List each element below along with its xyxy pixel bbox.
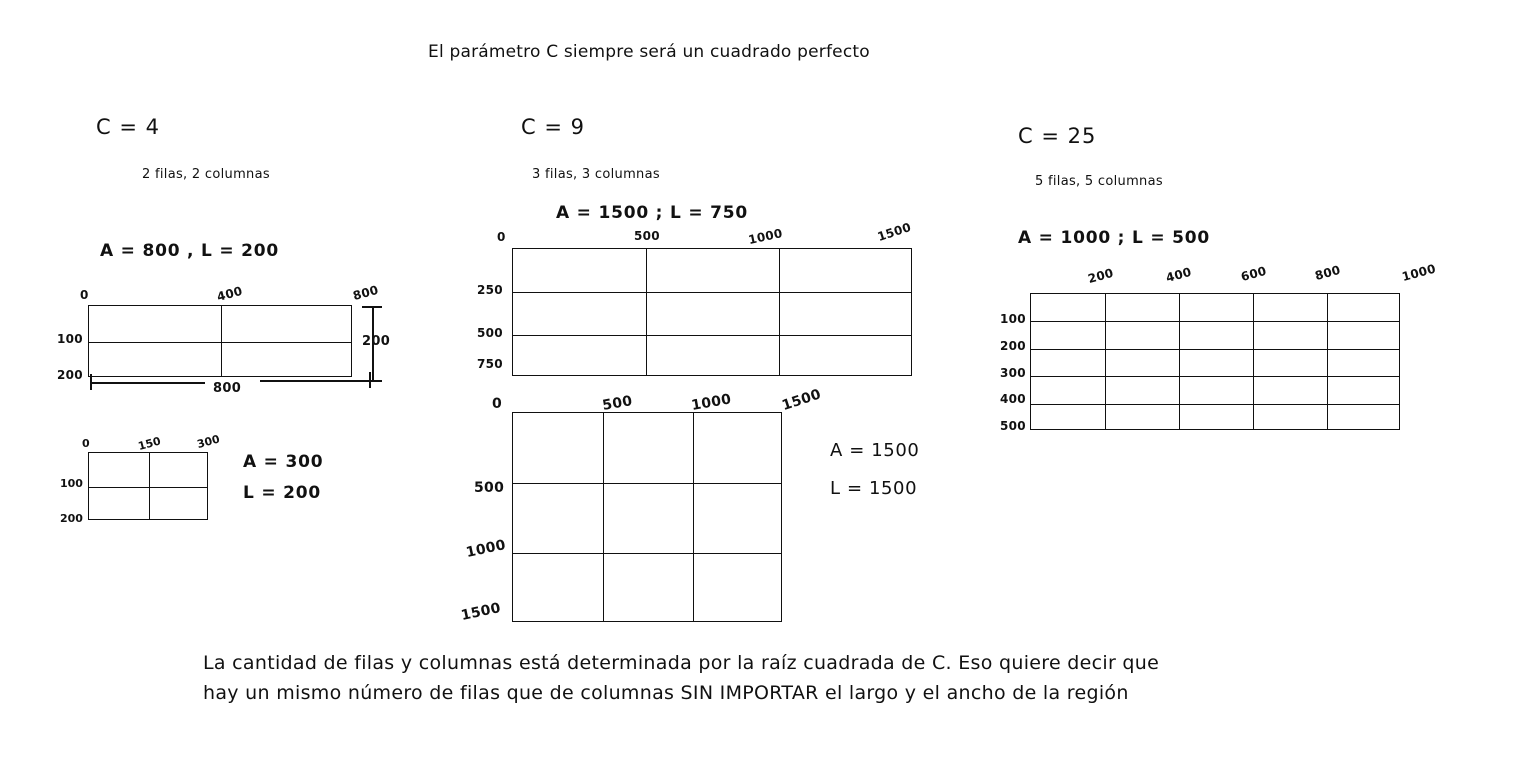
example-2-fig-1-xtick-1: 500 xyxy=(634,229,660,243)
example-1-fig-1-height-annotation: 200 xyxy=(362,334,391,349)
example-2-fig-1-xtick-3: 1500 xyxy=(875,219,913,244)
width-rule-cap-right xyxy=(369,372,371,388)
example-2-fig-2-ytick-2: 1000 xyxy=(464,536,508,561)
example-2-fig-2-dims-l: L = 1500 xyxy=(830,478,918,499)
example-3-fig-1-xtick-1: 200 xyxy=(1086,265,1116,286)
grid-line-horizontal xyxy=(89,342,351,343)
grid-line-horizontal xyxy=(513,553,781,554)
example-1-fig-2-dims-a: A = 300 xyxy=(243,452,324,472)
grid-line-vertical xyxy=(779,249,780,375)
example-1-fig-1-ytick-1: 100 xyxy=(57,332,83,346)
grid-line-horizontal xyxy=(513,483,781,484)
example-2-fig-2-ytick-1: 500 xyxy=(474,480,505,496)
example-2-fig-2-xtick-3: 1500 xyxy=(780,386,824,414)
example-1-fig-2-xtick-2: 300 xyxy=(195,432,222,451)
example-2-c-label: C = 9 xyxy=(521,115,585,139)
grid-line-vertical xyxy=(1253,294,1254,429)
example-1-fig-1-xtick-1: 400 xyxy=(215,283,245,304)
example-2-fig-1-grid xyxy=(512,248,912,376)
example-2-fig-2-ytick-3: 1500 xyxy=(459,599,503,624)
grid-line-vertical xyxy=(603,413,604,621)
grid-line-vertical xyxy=(149,453,150,519)
example-3-fig-1-ytick-1: 200 xyxy=(1000,339,1026,353)
grid-line-horizontal xyxy=(1031,376,1399,377)
grid-line-horizontal xyxy=(89,487,207,488)
example-2-fig-1-ytick-2: 500 xyxy=(477,326,503,340)
example-1-fig-2-xtick-0: 0 xyxy=(82,437,90,450)
grid-line-horizontal xyxy=(513,335,911,336)
grid-line-horizontal xyxy=(513,292,911,293)
example-3-rows-cols: 5 filas, 5 columnas xyxy=(1035,174,1163,189)
width-rule-right xyxy=(260,380,370,382)
example-3-fig-1-dims: A = 1000 ; L = 500 xyxy=(1018,228,1210,248)
grid-line-vertical xyxy=(221,306,222,376)
example-1-fig-1-grid xyxy=(88,305,352,377)
example-2-rows-cols: 3 filas, 3 columnas xyxy=(532,167,660,182)
example-1-rows-cols: 2 filas, 2 columnas xyxy=(142,167,270,182)
width-rule-cap-left xyxy=(90,374,92,390)
example-2-fig-1-xtick-2: 1000 xyxy=(747,226,784,247)
example-3-fig-1-xtick-4: 800 xyxy=(1313,262,1343,283)
example-1-fig-2-ytick-2: 200 xyxy=(60,512,83,525)
bottom-note-line-1: La cantidad de filas y columnas está determinada por la raíz cuadrada de C. Eso quiere decir que xyxy=(203,652,1160,674)
example-2-fig-2-dims-a: A = 1500 xyxy=(830,440,920,461)
width-rule-left xyxy=(90,382,205,384)
example-1-fig-2-dims-l: L = 200 xyxy=(243,483,321,503)
example-3-c-label: C = 25 xyxy=(1018,124,1097,148)
example-2-fig-2-xtick-0: 0 xyxy=(492,396,503,412)
example-2-fig-1-dims: A = 1500 ; L = 750 xyxy=(556,203,748,223)
example-2-fig-1-ytick-3: 750 xyxy=(477,357,503,371)
grid-line-vertical xyxy=(646,249,647,375)
example-2-fig-2-xtick-1: 500 xyxy=(601,393,634,414)
example-3-fig-1-grid xyxy=(1030,293,1400,430)
grid-line-vertical xyxy=(1179,294,1180,429)
grid-line-vertical xyxy=(693,413,694,621)
example-3-fig-1-xtick-3: 600 xyxy=(1239,263,1269,284)
example-1-fig-1-dims: A = 800 , L = 200 xyxy=(100,241,280,261)
example-1-fig-2-xtick-1: 150 xyxy=(136,434,163,453)
bottom-note-line-2: hay un mismo número de filas que de columnas SIN IMPORTAR el largo y el ancho de la región xyxy=(203,682,1129,704)
example-3-fig-1-ytick-0: 100 xyxy=(1000,312,1026,326)
example-3-fig-1-xtick-5: 1000 xyxy=(1400,261,1438,284)
height-brace-cap-top xyxy=(362,306,382,308)
example-1-c-label: C = 4 xyxy=(96,115,160,139)
example-2-fig-1-ytick-1: 250 xyxy=(477,283,503,297)
example-3-fig-1-ytick-4: 500 xyxy=(1000,419,1026,433)
example-1-fig-1-xtick-0: 0 xyxy=(80,288,89,302)
example-1-fig-1-width-annotation: 800 xyxy=(213,381,242,396)
example-1-fig-1-ytick-2: 200 xyxy=(57,368,83,382)
example-3-fig-1-xtick-2: 400 xyxy=(1164,264,1194,285)
example-2-fig-1-xtick-0: 0 xyxy=(497,230,506,244)
example-2-fig-2-grid xyxy=(512,412,782,622)
example-2-fig-2-xtick-2: 1000 xyxy=(690,391,733,414)
grid-line-horizontal xyxy=(1031,404,1399,405)
example-1-fig-1-xtick-2: 800 xyxy=(351,282,381,303)
example-3-fig-1-ytick-3: 400 xyxy=(1000,392,1026,406)
grid-line-horizontal xyxy=(1031,321,1399,322)
example-3-fig-1-ytick-2: 300 xyxy=(1000,366,1026,380)
grid-line-vertical xyxy=(1327,294,1328,429)
page-title: El parámetro C siempre será un cuadrado perfecto xyxy=(428,42,870,62)
grid-line-horizontal xyxy=(1031,349,1399,350)
grid-line-vertical xyxy=(1105,294,1106,429)
example-1-fig-2-ytick-1: 100 xyxy=(60,477,83,490)
example-1-fig-2-grid xyxy=(88,452,208,520)
